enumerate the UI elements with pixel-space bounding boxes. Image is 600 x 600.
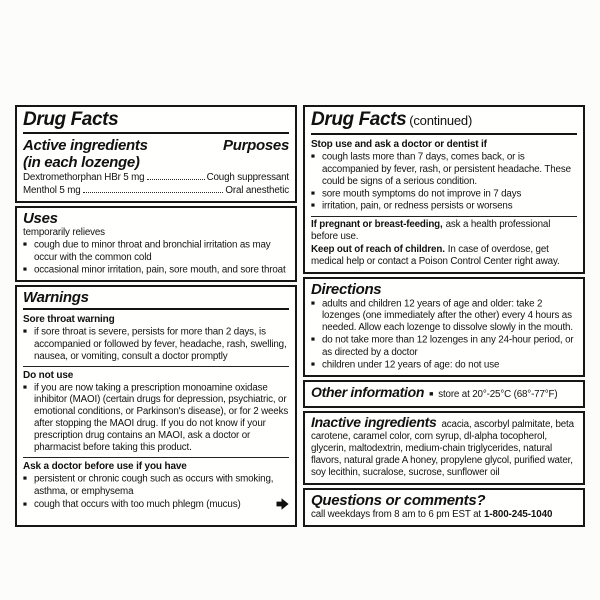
section-directions [303, 277, 585, 378]
questions-contact-line [311, 509, 577, 521]
pregnancy-warning [311, 219, 577, 243]
dotted-leader [83, 192, 224, 193]
ingredient-name: Menthol 5 mg [23, 185, 81, 196]
purposes-heading: Purposes [223, 137, 289, 154]
title-rule [311, 133, 577, 135]
drug-facts-label [15, 105, 585, 527]
ingredient-row [23, 172, 289, 184]
directions-heading: Directions [311, 280, 382, 298]
bullet-item: ■ children under 12 years of age: do not use [311, 359, 577, 372]
bullet-item: ■ occasional minor irritation, pain, sore mouth, and sore throat [23, 264, 289, 277]
ask-doctor-heading: Ask a doctor before use if you have [23, 461, 187, 472]
active-ingredients-heading: Active ingredients [23, 137, 148, 154]
ingredient-row [23, 185, 289, 197]
bullet-item: ■ do not take more than 12 lozenges in any 24-hour period, or as directed by a doctor [311, 334, 577, 359]
pregnancy-text: ask a health professional before use. [311, 218, 551, 242]
uses-intro: temporarily relieves [23, 227, 105, 238]
drug-facts-continued-title [311, 109, 577, 131]
subsection-rule [23, 457, 289, 458]
stop-use-heading: Stop use and ask a doctor or dentist if [311, 139, 487, 150]
pregnancy-lead: If pregnant or breast-feeding, [311, 218, 443, 230]
active-ingredients-subheading: (in each lozenge) [23, 154, 140, 171]
storage-instruction: ■ store at 20°-25°C (68°-77°F) [429, 389, 557, 400]
phone-number: 1-800-245-1040 [484, 509, 553, 520]
section-active-ingredients [15, 105, 297, 203]
questions-heading: Questions or comments? [311, 492, 486, 509]
do-not-use-heading: Do not use [23, 369, 74, 381]
other-information-heading: Other information [311, 384, 425, 400]
bullet-item: ■ adults and children 12 years of age and older: take 2 lozenges (one immediately after the other) every 4 hours as needed. Allow each lozenge to dissolve slowly in the mouth. [311, 298, 577, 335]
keep-out-warning [311, 244, 577, 268]
drug-facts-title: Drug Facts [23, 109, 119, 130]
inactive-ingredients-heading: Inactive ingredients [311, 414, 437, 430]
continued-arrow-icon [276, 498, 289, 510]
uses-heading: Uses [23, 210, 58, 227]
section-other-information [303, 380, 585, 408]
bullet-item: ■ if you are now taking a prescription monoamine oxidase inhibitor (MAOI) (certain drugs for depression, psychiatric, or emotional conditions, or Parkinson's disease), or for 2 weeks after stopping the MAOI drug. If you do not know if your prescription drug contains an MAOI, ask a doctor or pharmacist before taking this product. [23, 382, 289, 455]
section-inactive-ingredients [303, 411, 585, 485]
right-column [303, 105, 585, 527]
contact-text: call weekdays from 8 am to 6 pm EST at [311, 509, 481, 520]
section-questions [303, 488, 585, 527]
ingredient-purpose: Cough suppressant [206, 172, 289, 183]
section-warnings [15, 285, 297, 527]
bullet-item: ■ sore mouth symptoms do not improve in 7 days [311, 188, 577, 201]
left-column [15, 105, 297, 527]
bullet-item: ■ if sore throat is severe, persists for more than 2 days, is accompanied or followed by fever, headache, rash, swelling, nausea, or vomiting, consult a doctor promptly [23, 326, 289, 363]
bullet-item: ■ irritation, pain, or redness persists or worsens [311, 200, 577, 213]
bullet-item: ■ cough lasts more than 7 days, comes back, or is accompanied by fever, rash, or persistent headache. These could be signs of a serious condition. [311, 151, 577, 188]
keep-out-lead: Keep out of reach of children. [311, 243, 445, 255]
warnings-heading: Warnings [23, 289, 89, 306]
inactive-ingredients-paragraph [311, 415, 577, 479]
title-rule [23, 132, 289, 134]
ingredient-purpose: Oral anesthetic [225, 185, 289, 196]
warnings-rule [23, 308, 289, 310]
sore-throat-warning-heading: Sore throat warning [23, 314, 115, 325]
ingredient-name: Dextromethorphan HBr 5 mg [23, 172, 145, 183]
section-continued-warnings [303, 105, 585, 274]
section-uses [15, 206, 297, 282]
subsection-rule [23, 366, 289, 367]
inactive-ingredients-list: acacia, ascorbyl palmitate, beta carotene, caramel color, corn syrup, dl-alpha tocopherol, glycerin, maltodextrin, medium-chain triglycerides, natural flavors, natural grade A honey, propylene glycol, purified water, soy lecithin, sucralose, sucrose, sunflower oil [311, 419, 574, 478]
bullet-item: ■ cough due to minor throat and bronchial irritation as may occur with the common cold [23, 239, 289, 264]
dotted-leader [147, 179, 205, 180]
bullet-item [23, 498, 289, 511]
bullet-item: ■ persistent or chronic cough such as occurs with smoking, asthma, or emphysema [23, 473, 289, 498]
bullet-text: ■ cough that occurs with too much phlegm (mucus) [34, 498, 241, 510]
active-ingredients-header-row [23, 137, 289, 154]
subsection-rule [311, 216, 577, 217]
drug-facts-continued-title-text: Drug Facts [311, 109, 407, 130]
keep-out-text: In case of overdose, get medical help or contact a Poison Control Center right away. [311, 243, 560, 267]
other-information-row [311, 384, 577, 402]
continued-suffix: (continued) [409, 113, 473, 128]
